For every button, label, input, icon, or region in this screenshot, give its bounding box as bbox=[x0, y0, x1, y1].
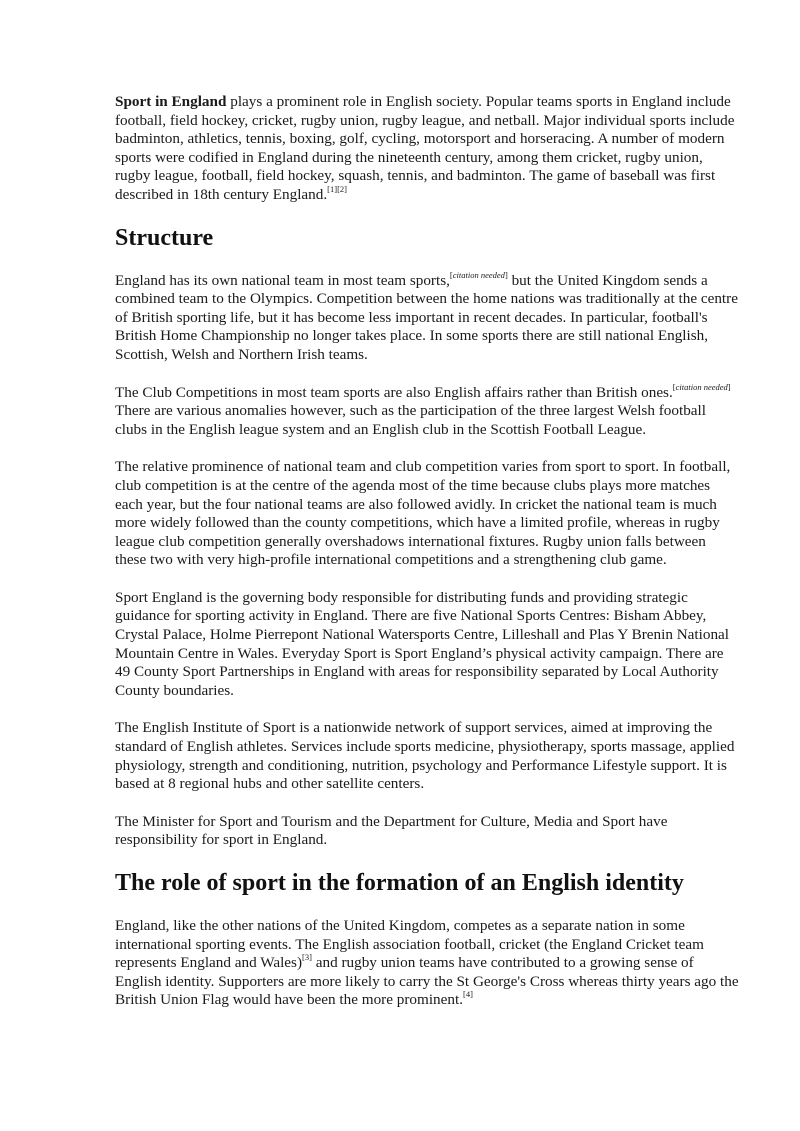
structure-paragraph-2 bbox=[115, 381, 740, 440]
cite-close-bracket: ] bbox=[504, 269, 508, 280]
structure-paragraph-1 bbox=[115, 269, 740, 365]
structure-paragraph-5: The English Institute of Sport is a nationwide network of support services, aimed at improving the standard of English athletes. Services include sports medicine, physiotherapy, sports massage, applied physiology, strength and conditioning, nutrition, psychology and Performance Lifestyle support. It is based at 8 regional hubs and other satellite centers. bbox=[115, 719, 735, 793]
citation-needed-1[interactable] bbox=[450, 270, 508, 280]
role-reference-4[interactable]: [4] bbox=[463, 989, 473, 1000]
cite-open-bracket: [ bbox=[672, 381, 676, 392]
role-reference-3[interactable]: [3] bbox=[302, 952, 312, 963]
article-body bbox=[115, 93, 740, 1029]
structure-paragraph-6: The Minister for Sport and Tourism and the Department for Culture, Media and Sport have responsibility for sport in England. bbox=[115, 812, 668, 849]
structure-p1-text-a: England has its own national team in most team sports, bbox=[115, 271, 450, 289]
structure-heading: Structure bbox=[115, 224, 214, 251]
intro-paragraph bbox=[115, 93, 740, 205]
cite-open-bracket: [ bbox=[449, 269, 453, 280]
citation-needed-2[interactable] bbox=[673, 382, 731, 392]
role-paragraph-1 bbox=[115, 917, 740, 1010]
structure-paragraph-3: The relative prominence of national team and club competition varies from sport to sport. In football, club competition is at the centre of the agenda most of the time because clubs plays more matches each year, but the four national teams are also followed avidly. In cricket the national team is much more widely followed than the county competitions, which have a limited profile, whereas in rugby league club competition generally overshadows international fixtures. Rugby union falls between these two with very high-profile international competitions and a strengthening club game. bbox=[115, 458, 731, 569]
cite-text: citation needed bbox=[452, 269, 505, 280]
role-heading: The role of sport in the formation of an English identity bbox=[115, 870, 684, 896]
structure-p2-text-b: There are various anomalies however, such as the participation of the three largest Welsh football clubs in the English league system and an English club in the Scottish Football League. bbox=[115, 402, 706, 438]
role-p1-text-a: England, like the other nations of the United Kingdom, competes as a separate nation in some international sporting events. The English association football, cricket (the England Cricket team represents England and Wales) bbox=[115, 917, 704, 972]
cite-text: citation needed bbox=[675, 381, 728, 392]
role-p1-text-b: and rugby union teams have contributed to a growing sense of English identity. Supporters are more likely to carry the St George's Cross whereas thirty years ago the British Union Flag would have been the more prominent. bbox=[115, 954, 739, 1009]
structure-paragraph-4: Sport England is the governing body responsible for distributing funds and providing strategic guidance for sporting activity in England. There are five National Sports Centres: Bisham Abbey, Crystal Palace, Holme Pierrepont National Watersports Centre, Lilleshall and Plas Y Brenin National Mountain Centre in Wales. Everyday Sport is Sport England’s physical activity campaign. There are 49 County Sport Partnerships in England with areas for responsibility separated by Local Authority County boundaries. bbox=[115, 588, 730, 699]
structure-p2-text-a: The Club Competitions in most team sports are also English affairs rather than British ones. bbox=[115, 383, 673, 401]
intro-reference[interactable]: [1][2] bbox=[327, 183, 347, 194]
intro-bold-title: Sport in England bbox=[115, 93, 227, 110]
cite-close-bracket: ] bbox=[727, 381, 731, 392]
structure-p1-text-b: but the United Kingdom sends a combined team to the Olympics. Competition between the home nations was traditionally at the centre of British sporting life, but it has become less important in recent decades. In particular, football's British Home Championship no longer takes place. In some sports there are still national English, Scottish, Welsh and Northern Irish teams. bbox=[115, 271, 738, 363]
intro-text: plays a prominent role in English society. Popular teams sports in England include football, field hockey, cricket, rugby union, rugby league, and netball. Major individual sports include badminton, athletics, tennis, boxing, golf, cycling, motorsport and horseracing. A number of modern sports were codified in England during the nineteenth century, among them cricket, rugby union, rugby league, football, field hockey, squash, tennis, and badminton. The game of baseball was first described in 18th century England. bbox=[115, 93, 735, 203]
